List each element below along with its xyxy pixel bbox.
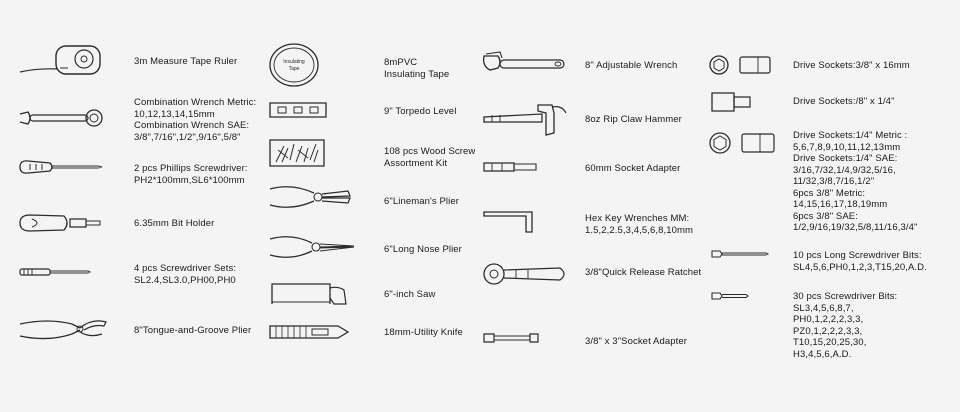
item-label-ratchet: 3/8"Quick Release Ratchet (585, 267, 702, 278)
item-label-socket-adapter: 60mm Socket Adapter (585, 163, 681, 174)
svg-text:Insulating: Insulating (283, 59, 305, 65)
item-label-utility-knife: 18mm-Utility Knife (384, 327, 463, 338)
insulating-tape-icon (268, 42, 322, 88)
screwdriver-icon (18, 158, 104, 176)
item-label-short-bits: 30 pcs Screwdriver Bits: SL3,4,5,6,8,7, PH0,1,2,2,2,3,3, PZ0,1,2,2,2,3,3, T10,15,20,25,30, H3,4,5,6,A.D. (793, 291, 898, 360)
item-label-hacksaw: 6"-inch Saw (384, 289, 436, 300)
item-label-phillips-screwdriver: 2 pcs Phillips Screwdriver: PH2*100mm,SL6*100mm (134, 163, 248, 186)
item-label-long-bits: 10 pcs Long Screwdriver Bits: SL4,5,6,PH0,1,2,3,T15,20,A.D. (793, 250, 927, 273)
socket-set-icon (708, 130, 778, 156)
precision-screwdriver-icon (18, 264, 104, 280)
item-label-torpedo-level: 9" Torpedo Level (384, 106, 457, 117)
item-label-drive-socket-16mm: Drive Sockets:3/8" x 16mm (793, 60, 910, 71)
extension-bar-icon (482, 331, 542, 345)
claw-hammer-icon (480, 101, 570, 137)
long-nose-plier-icon (268, 233, 356, 261)
item-label-adjustable-wrench: 8" Adjustable Wrench (585, 60, 678, 71)
item-label-screw-kit: 108 pcs Wood Screw Assortment Kit (384, 146, 476, 169)
item-label-drive-socket-sets: Drive Sockets:1/4" Metric : 5,6,7,8,9,10,11,12,13mm Drive Sockets:1/4" SAE: 3/16,7/32,1/4,9/32,5/16, 11/32,3/8,7/16,1/2" 6pcs 3/8" Metric: 14,15,16,17,18,19mm 6pcs 3/8" SAE: 1/2,9/16,19/32,5/8,11/16,3/4" (793, 130, 918, 233)
item-label-hex-keys: Hex Key Wrenches MM: 1.5,2,2.5,3,4,5,6,8,10mm (585, 213, 694, 236)
item-label-combination-wrench: Combination Wrench Metric: 10,12,13,14,15mm Combination Wrench SAE: 3/8",7/16",1/2",9/16",5/8" (134, 97, 257, 143)
torpedo-level-icon (268, 101, 330, 119)
screw-kit-icon (268, 138, 328, 168)
item-label-socket-converter: Drive Sockets:/8" x 1/4" (793, 96, 895, 107)
long-bit-icon (710, 248, 772, 260)
socket-adapter-icon (482, 159, 542, 175)
item-label-long-nose-plier: 6"Long Nose Plier (384, 244, 462, 255)
svg-text:Tape: Tape (288, 66, 300, 72)
hex-key-icon (482, 210, 542, 234)
adjustable-wrench-icon (480, 50, 570, 80)
item-label-precision-screwdrivers: 4 pcs Screwdriver Sets: SL2.4,SL3.0,PH00,PH0 (134, 263, 237, 286)
ratchet-icon (480, 262, 570, 286)
combination-wrench-icon (18, 108, 104, 128)
item-label-tape-ruler: 3m Measure Tape Ruler (134, 56, 238, 67)
item-label-bit-holder: 6.35mm Bit Holder (134, 218, 215, 229)
lineman-plier-icon (268, 183, 354, 211)
item-label-extension-bar: 3/8" x 3"Socket Adapter (585, 336, 687, 347)
item-label-lineman-plier: 6"Lineman's Plier (384, 196, 460, 207)
item-label-tongue-groove-plier: 8"Tongue-and-Groove Plier (134, 325, 252, 336)
bit-holder-icon (18, 212, 104, 234)
item-label-claw-hammer: 8oz Rip Claw Hammer (585, 114, 682, 125)
socket-converter-icon (708, 90, 758, 114)
short-bit-icon (710, 290, 754, 302)
utility-knife-icon (268, 322, 352, 342)
drive-socket-icon (708, 54, 774, 76)
hacksaw-icon (268, 280, 352, 308)
item-label-insulating-tape: 8mPVC Insulating Tape (384, 57, 450, 80)
tongue-groove-plier-icon (18, 316, 110, 344)
tape-measure-icon (18, 42, 104, 78)
